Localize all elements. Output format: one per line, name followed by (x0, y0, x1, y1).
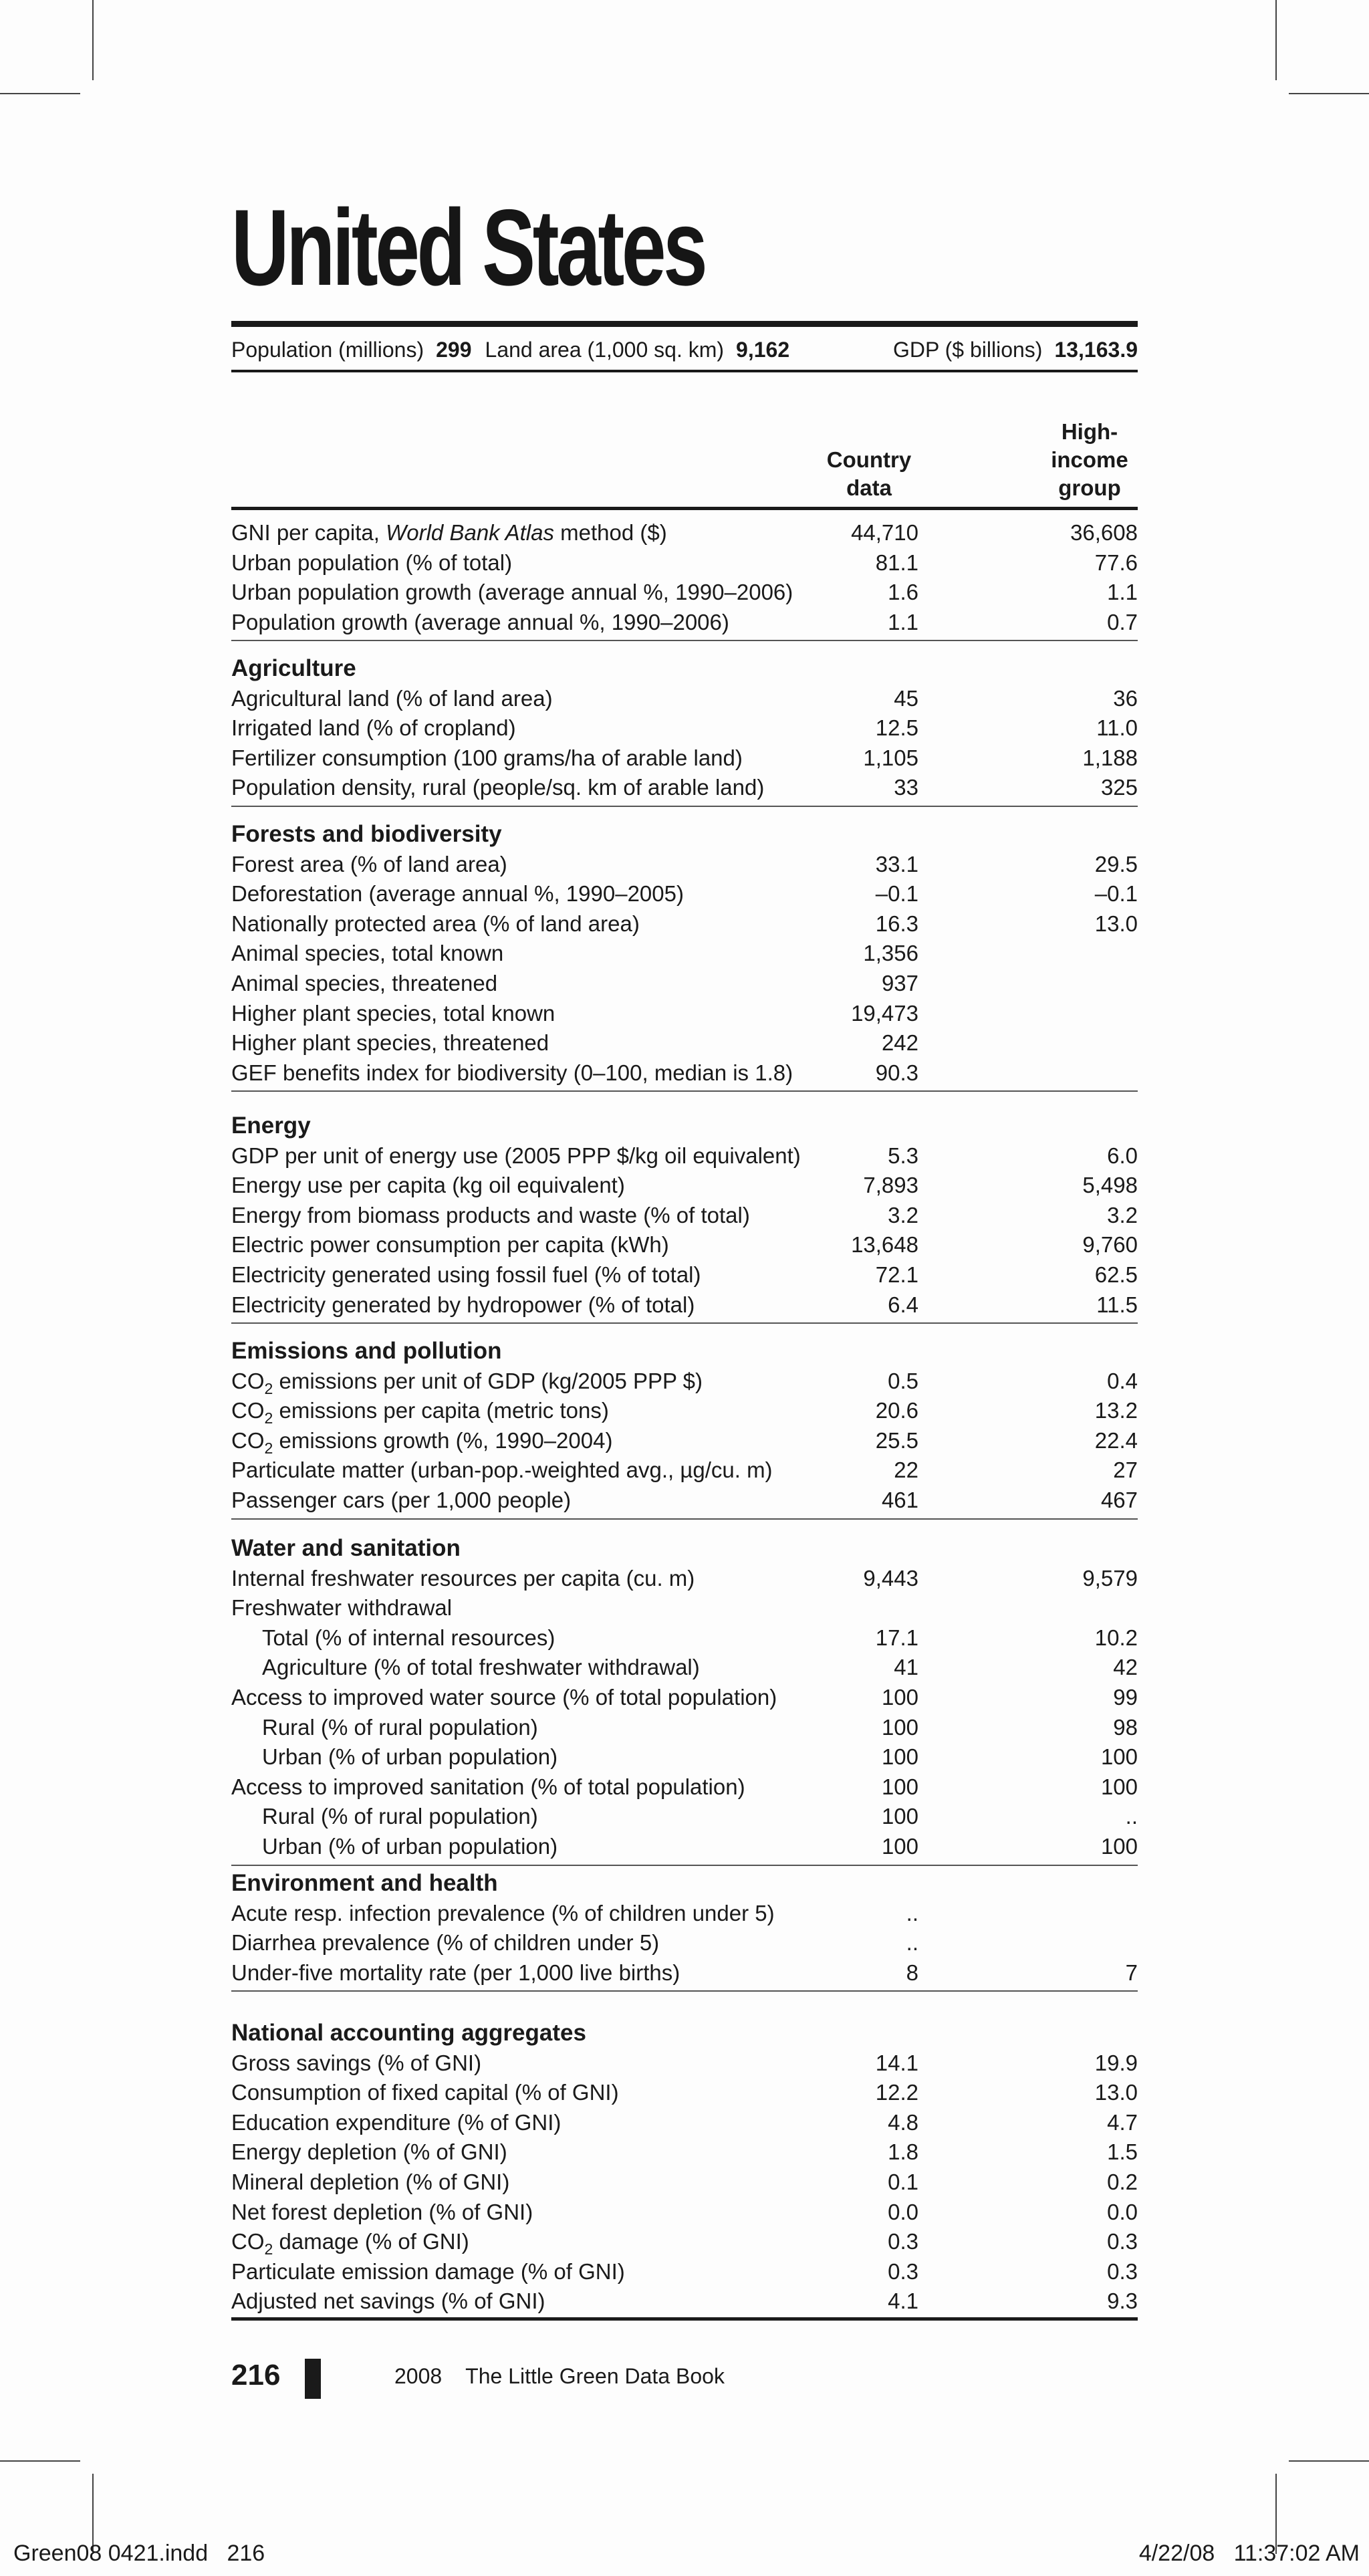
table-row (231, 2048, 1138, 2078)
group-value: 3.2 (1107, 1202, 1138, 1227)
section-divider (231, 640, 1138, 641)
group-value: 0.0 (1107, 2199, 1138, 2224)
column-header-country (802, 446, 936, 502)
row-label: Acute resp. infection prevalence (% of children under 5) (231, 1900, 775, 1925)
group-value: 467 (1100, 1488, 1138, 1512)
section-heading-row (231, 1869, 1138, 1898)
country-value: 100 (881, 1685, 918, 1710)
group-value: 19.9 (1094, 2050, 1138, 2075)
row-label: Access to improved water source (% of total population) (231, 1685, 777, 1710)
table-row (231, 2168, 1138, 2197)
group-value: 29.5 (1094, 851, 1138, 876)
column-header-group (1023, 418, 1156, 502)
table-row (231, 608, 1138, 637)
section-heading: National accounting aggregates (231, 2020, 586, 2046)
table-row (231, 1899, 1138, 1928)
row-label: Deforestation (average annual %, 1990–2005) (231, 881, 684, 907)
table-row (231, 743, 1138, 773)
summary-rule (231, 370, 1138, 372)
table-row (231, 2108, 1138, 2137)
row-label: Higher plant species, total known (231, 1000, 555, 1026)
row-label: Net forest depletion (% of GNI) (231, 2199, 533, 2224)
group-value: 11.0 (1096, 715, 1138, 741)
row-label: Urban (% of urban population) (262, 1834, 558, 1859)
group-value: 62.5 (1094, 1262, 1138, 1287)
country-value: 1.1 (888, 609, 918, 634)
section-divider (231, 1518, 1138, 1520)
column-header-line: Country (826, 447, 912, 472)
country-value: 1.8 (888, 2139, 918, 2165)
group-value: .. (1125, 1804, 1138, 1829)
population-label: Population (millions) (231, 337, 424, 362)
population-value: 299 (436, 337, 472, 362)
table-row (231, 713, 1138, 743)
row-label: Total (% of internal resources) (262, 1625, 555, 1650)
group-value: 9,760 (1082, 1232, 1138, 1258)
row-label: Electric power consumption per capita (kWh) (231, 1232, 669, 1258)
table-row (231, 1713, 1138, 1742)
row-label: Freshwater withdrawal (231, 1595, 453, 1621)
country-value: 72.1 (875, 1262, 918, 1287)
table-row (231, 1928, 1138, 1958)
land-area-value: 9,162 (736, 337, 790, 362)
crop-mark (1275, 0, 1277, 80)
crop-mark (92, 0, 94, 80)
section-divider (231, 1990, 1138, 1992)
subscript: 2 (264, 2240, 273, 2258)
table-row (231, 1623, 1138, 1653)
group-value: 100 (1100, 1744, 1138, 1770)
country-value: 1,105 (863, 745, 918, 770)
row-label: Access to improved sanitation (% of total population) (231, 1774, 745, 1799)
country-value: 33.1 (875, 851, 918, 876)
section-divider (231, 806, 1138, 807)
row-label: Agricultural land (% of land area) (231, 685, 553, 711)
table-row (231, 1802, 1138, 1831)
group-value: 325 (1100, 775, 1138, 800)
section-heading: Forests and biodiversity (231, 821, 502, 847)
group-value: 1.1 (1107, 580, 1138, 605)
summary-stats (231, 333, 1138, 366)
section-heading-row (231, 1534, 1138, 1563)
group-value: 13.0 (1094, 2080, 1138, 2105)
country-value: 4.1 (888, 2289, 918, 2314)
group-value: 27 (1113, 1457, 1138, 1483)
table-row (231, 969, 1138, 998)
crop-mark (1289, 93, 1369, 94)
table-row (231, 939, 1138, 968)
section-heading-row (231, 820, 1138, 849)
table-row (231, 2137, 1138, 2167)
country-value: 17.1 (875, 1625, 918, 1650)
section-divider (231, 1322, 1138, 1324)
table-row (231, 1058, 1138, 1088)
land-area-label: Land area (1,000 sq. km) (485, 337, 725, 362)
row-label: Particulate emission damage (% of GNI) (231, 2258, 625, 2284)
row-label: Rural (% of rural population) (262, 1804, 538, 1829)
country-value: 19,473 (851, 1000, 918, 1026)
country-value: 100 (881, 1804, 918, 1829)
group-value: 13.0 (1094, 911, 1138, 936)
gdp-value: 13,163.9 (1054, 337, 1138, 362)
table-row (231, 850, 1138, 879)
country-value: 1,356 (863, 941, 918, 966)
country-value: 45 (894, 685, 918, 711)
table-row (231, 1367, 1138, 1396)
page-number: 216 (231, 2359, 281, 2391)
country-value: 90.3 (875, 1060, 918, 1085)
row-label: GDP per unit of energy use (2005 PPP $/kg oil equivalent) (231, 1143, 801, 1168)
group-value: 0.7 (1107, 609, 1138, 634)
table-row (231, 1958, 1138, 1988)
country-value: 13,648 (851, 1232, 918, 1258)
country-value: 22 (894, 1457, 918, 1483)
column-header-line: High- (1061, 419, 1118, 444)
row-label: Internal freshwater resources per capita (cu. m) (231, 1565, 695, 1591)
row-label: Forest area (% of land area) (231, 851, 507, 876)
group-value: 9,579 (1082, 1565, 1138, 1591)
country-value: 12.2 (875, 2080, 918, 2105)
row-label: Diarrhea prevalence (% of children under 5) (231, 1930, 660, 1956)
row-label: Fertilizer consumption (100 grams/ha of arable land) (231, 745, 743, 770)
table-row (231, 684, 1138, 713)
table-row (231, 548, 1138, 578)
country-value: 8 (906, 1960, 918, 1985)
country-value: 937 (881, 971, 918, 996)
country-value: 25.5 (875, 1427, 918, 1453)
row-label: Electricity generated using fossil fuel (% of total) (231, 1262, 701, 1287)
group-value: 0.3 (1107, 2229, 1138, 2254)
section-heading: Energy (231, 1113, 311, 1139)
group-value: 99 (1113, 1685, 1138, 1710)
table-row (231, 1593, 1138, 1623)
group-value: 10.2 (1094, 1625, 1138, 1650)
country-value: 0.3 (888, 2258, 918, 2284)
group-value: 42 (1113, 1655, 1138, 1680)
group-value: 100 (1100, 1834, 1138, 1859)
row-label: Urban (% of urban population) (262, 1744, 558, 1770)
table-row (231, 2198, 1138, 2227)
row-label: Nationally protected area (% of land area) (231, 911, 640, 936)
table-row (231, 1230, 1138, 1260)
table-row (231, 2257, 1138, 2287)
row-label: $CO_2$ emissions per capita (metric tons) (231, 1398, 609, 1427)
slug-left: Green08 0421.indd 216 (13, 2541, 265, 2566)
group-value: 98 (1113, 1714, 1138, 1740)
crop-mark (0, 93, 80, 94)
table-row (231, 999, 1138, 1028)
footer-text: 2008 The Little Green Data Book (394, 2364, 725, 2388)
crop-mark (0, 2460, 80, 2462)
row-label: GNI per capita, World Bank Atlas method ($) (231, 520, 667, 545)
group-value: 7 (1125, 1960, 1138, 1985)
section-heading: Water and sanitation (231, 1535, 461, 1561)
group-value: 5,498 (1082, 1173, 1138, 1198)
table-row (231, 1832, 1138, 1861)
page-number-bar (305, 2359, 321, 2399)
row-label: Particulate matter (urban-pop.-weighted avg., µg/cu. m) (231, 1457, 773, 1483)
section-divider (231, 1865, 1138, 1866)
country-value: 33 (894, 775, 918, 800)
group-value: 36,608 (1070, 520, 1138, 545)
group-value: 100 (1100, 1774, 1138, 1799)
country-value: 12.5 (875, 715, 918, 741)
section-heading-row (231, 1336, 1138, 1366)
row-label: $CO_2$ emissions per unit of GDP (kg/2005 PPP $) (231, 1368, 703, 1397)
title-rule (231, 321, 1138, 327)
row-label: Urban population (% of total) (231, 550, 513, 575)
row-label: Population growth (average annual %, 1990–2006) (231, 609, 729, 634)
section-heading: Environment and health (231, 1870, 498, 1896)
group-value: 22.4 (1094, 1427, 1138, 1453)
table-row (231, 578, 1138, 607)
gdp-label: GDP ($ billions) (892, 337, 1043, 362)
subscript: 2 (264, 1379, 273, 1397)
section-heading: Emissions and pollution (231, 1338, 502, 1364)
row-label: Urban population growth (average annual %, 1990–2006) (231, 580, 793, 605)
table-row (231, 879, 1138, 909)
row-label: Population density, rural (people/sq. km of arable land) (231, 775, 765, 800)
group-value: 11.5 (1096, 1292, 1138, 1317)
row-label: Irrigated land (% of cropland) (231, 715, 516, 741)
country-value: 41 (894, 1655, 918, 1680)
table-row (231, 1201, 1138, 1230)
row-label: $CO_2$ emissions growth (%, 1990–2004) (231, 1427, 613, 1457)
row-label: Electricity generated by hydropower (% of total) (231, 1292, 695, 1317)
country-value: 44,710 (851, 520, 918, 545)
section-heading-row (231, 654, 1138, 683)
group-value: –0.1 (1094, 881, 1138, 907)
row-label: Rural (% of rural population) (262, 1714, 538, 1740)
country-value: 242 (881, 1030, 918, 1056)
country-value: 100 (881, 1774, 918, 1799)
country-value: 4.8 (888, 2109, 918, 2135)
crop-mark (1289, 2460, 1369, 2462)
group-value: 13.2 (1094, 1398, 1138, 1423)
italic-text: World Bank Atlas (386, 520, 554, 545)
group-value: 9.3 (1107, 2289, 1138, 2314)
row-label: Mineral depletion (% of GNI) (231, 2170, 510, 2194)
country-value: 7,893 (863, 1173, 918, 1198)
group-value: 1.5 (1107, 2139, 1138, 2165)
group-value: 0.2 (1107, 2170, 1138, 2194)
section-heading-row (231, 1111, 1138, 1141)
country-value: 0.1 (888, 2170, 918, 2194)
group-value: 36 (1113, 685, 1138, 711)
table-row (231, 1455, 1138, 1485)
country-value: 81.1 (875, 550, 918, 575)
group-value: 4.7 (1107, 2109, 1138, 2135)
country-value: 5.3 (888, 1143, 918, 1168)
country-value: 6.4 (888, 1292, 918, 1317)
slug-right: 4/22/08 11:37:02 AM (1138, 2541, 1360, 2566)
row-label: Energy use per capita (kg oil equivalent) (231, 1173, 625, 1198)
group-value: 77.6 (1094, 550, 1138, 575)
table-row (231, 1426, 1138, 1455)
table-bottom-rule (231, 2317, 1138, 2321)
table-row (231, 2287, 1138, 2316)
header-rule (231, 507, 1138, 510)
country-value: 20.6 (875, 1398, 918, 1423)
row-label: Consumption of fixed capital (% of GNI) (231, 2080, 619, 2105)
country-value: 100 (881, 1714, 918, 1740)
table-row (231, 518, 1138, 548)
column-header-line: group (1058, 475, 1121, 500)
row-label: Agriculture (% of total freshwater withdrawal) (262, 1655, 700, 1680)
table-row (231, 1564, 1138, 1593)
table-row (231, 1290, 1138, 1320)
table-row (231, 1742, 1138, 1772)
row-label: Passenger cars (per 1,000 people) (231, 1488, 572, 1512)
country-value: 0.5 (888, 1368, 918, 1393)
country-value: 461 (881, 1488, 918, 1512)
group-value: 0.4 (1107, 1368, 1138, 1393)
section-heading: Agriculture (231, 655, 356, 681)
table-row (231, 1772, 1138, 1802)
country-value: 0.3 (888, 2229, 918, 2254)
table-row (231, 1260, 1138, 1290)
row-label: Energy depletion (% of GNI) (231, 2139, 507, 2165)
row-label: Gross savings (% of GNI) (231, 2050, 482, 2075)
subscript: 2 (264, 1439, 273, 1457)
country-value: 100 (881, 1744, 918, 1770)
country-value: 9,443 (863, 1565, 918, 1591)
country-value: 3.2 (888, 1202, 918, 1227)
row-label: Energy from biomass products and waste (% of total) (231, 1202, 750, 1227)
row-label: GEF benefits index for biodiversity (0–100, median is 1.8) (231, 1060, 793, 1085)
table-row (231, 909, 1138, 939)
row-label: Animal species, threatened (231, 971, 498, 996)
table-row (231, 773, 1138, 802)
row-label: Higher plant species, threatened (231, 1030, 549, 1056)
column-header-line: income (1051, 447, 1128, 472)
country-value: .. (906, 1900, 918, 1925)
section-divider (231, 1090, 1138, 1092)
row-label: Animal species, total known (231, 941, 504, 966)
table-row (231, 2078, 1138, 2107)
column-header-line: data (846, 475, 892, 500)
country-value: .. (906, 1930, 918, 1956)
country-value: 14.1 (875, 2050, 918, 2075)
row-label: Under-five mortality rate (per 1,000 live births) (231, 1960, 680, 1985)
subscript: 2 (264, 1409, 273, 1427)
page-title: United States (231, 187, 705, 308)
table-row (231, 1028, 1138, 1058)
table-row (231, 2227, 1138, 2256)
table-row (231, 1141, 1138, 1171)
row-label: $CO_2$ damage (% of GNI) (231, 2229, 469, 2258)
table-row (231, 1396, 1138, 1425)
country-value: –0.1 (875, 881, 918, 907)
country-value: 100 (881, 1834, 918, 1859)
group-value: 1,188 (1082, 745, 1138, 770)
table-row (231, 1683, 1138, 1712)
row-label: Adjusted net savings (% of GNI) (231, 2289, 545, 2314)
country-value: 1.6 (888, 580, 918, 605)
table-row (231, 1171, 1138, 1200)
group-value: 0.3 (1107, 2258, 1138, 2284)
table-row (231, 1653, 1138, 1682)
country-value: 16.3 (875, 911, 918, 936)
group-value: 6.0 (1107, 1143, 1138, 1168)
table-row (231, 1486, 1138, 1515)
country-value: 0.0 (888, 2199, 918, 2224)
section-heading-row (231, 2018, 1138, 2048)
row-label: Education expenditure (% of GNI) (231, 2109, 562, 2135)
